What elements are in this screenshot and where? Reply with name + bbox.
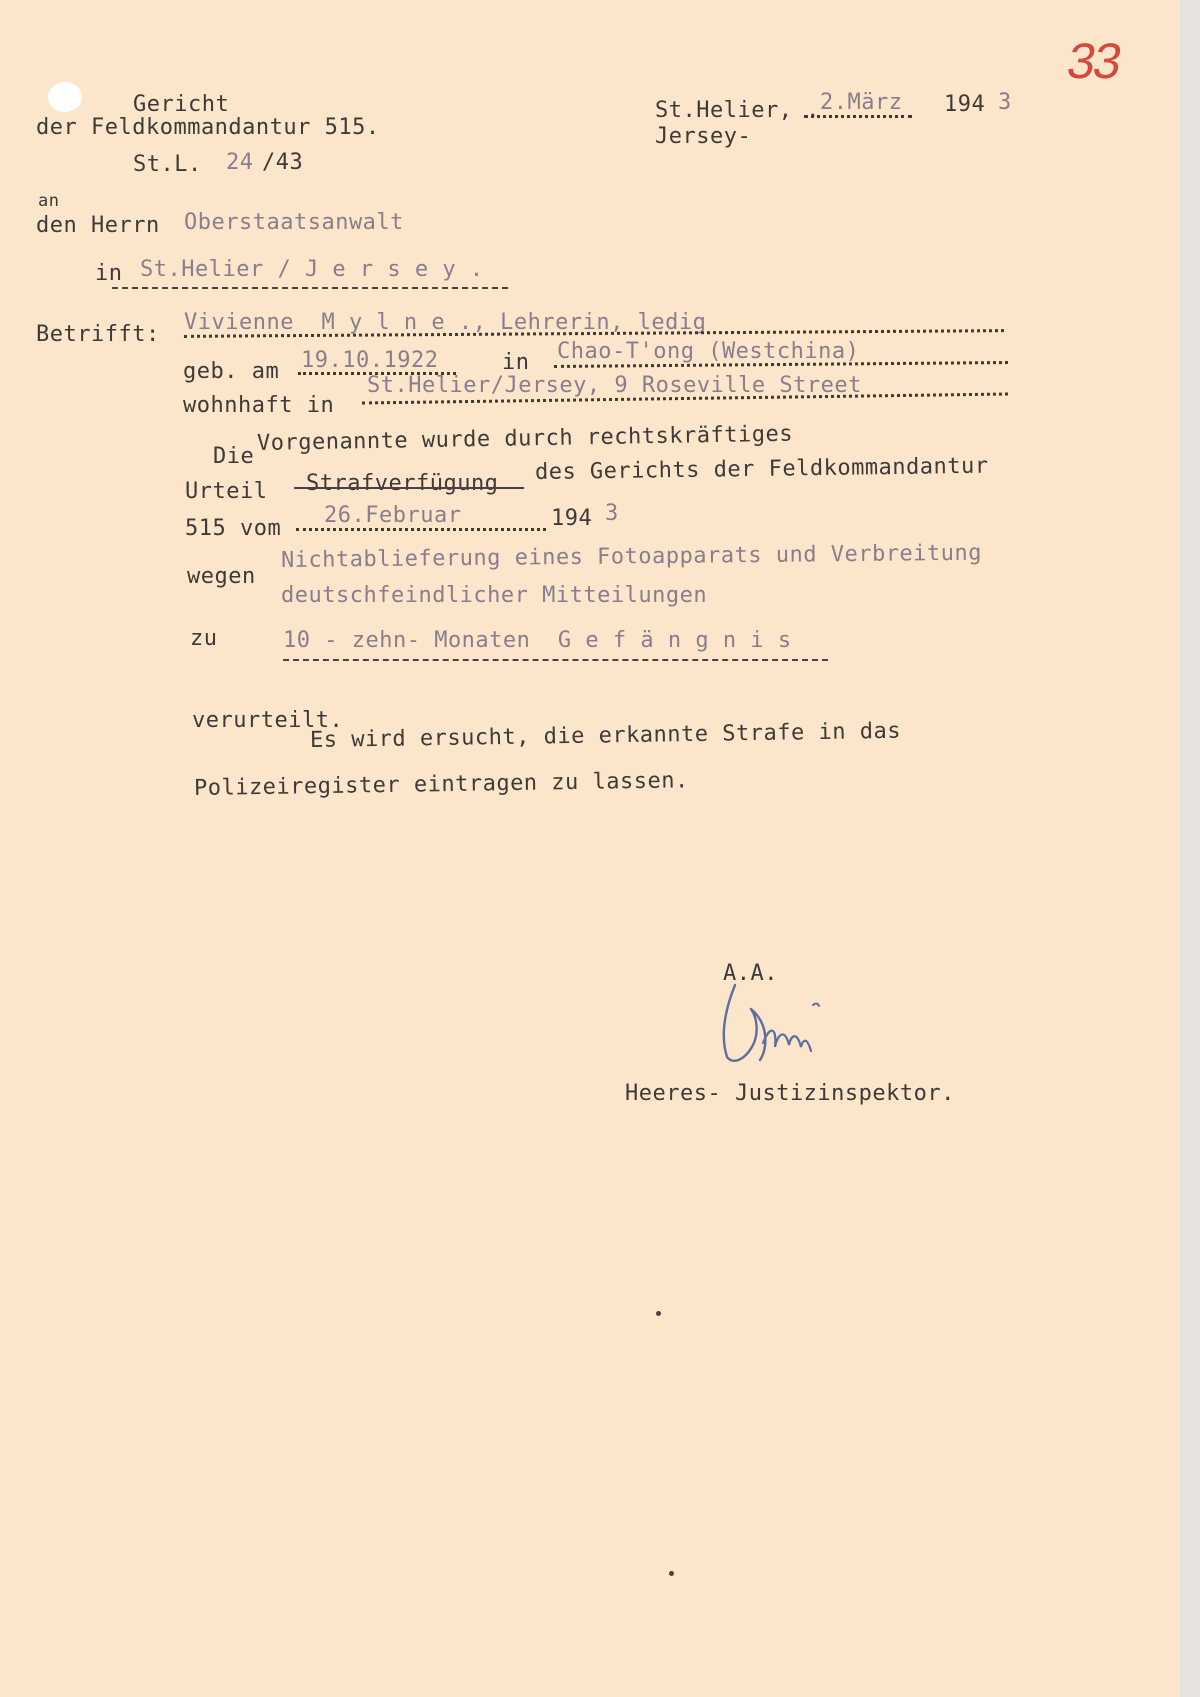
on-behalf-mark: A.A. — [723, 961, 778, 986]
verdict-year-prefix: 194 — [551, 506, 593, 531]
place-label: St.Helier, . — [655, 98, 820, 123]
letter-year-digit: 3 — [998, 90, 1012, 115]
birth-place-label: in — [502, 350, 530, 375]
residence-value: St.Helier/Jersey, 9 Roseville Street — [367, 373, 862, 398]
folio-number: 33 — [1063, 33, 1125, 89]
sentence-value: 10 - zehn- Monaten G e f ä n g n i s — [283, 628, 792, 653]
sentenced-word: verurteilt. — [192, 708, 344, 733]
recipient-underline — [112, 287, 508, 289]
reason-line1: Nichtablieferung eines Fotoapparats und Verbreitung — [280, 540, 983, 573]
reason-label: wegen — [187, 564, 256, 589]
verdict-date: 26.Februar — [324, 503, 462, 528]
verdict-date-label: 515 vom — [185, 516, 282, 541]
body-line2-rest: des Gerichts der Feldkommandantur — [534, 453, 989, 485]
birth-place: Chao-T'ong (Westchina) — [557, 339, 860, 364]
court-unit: der Feldkommandantur 515. — [36, 115, 380, 140]
sentence-label: zu — [190, 626, 218, 651]
reference-number: 24 — [226, 150, 254, 175]
recipient-salutation: den Herrn — [36, 213, 160, 238]
body-line1: Vorgenannte wurde durch rechtskräftiges — [256, 421, 794, 456]
court-name: Gericht — [133, 92, 230, 117]
date-fill-line — [804, 115, 912, 118]
sentence-underline — [283, 659, 828, 661]
birth-label: geb. am — [183, 359, 280, 384]
verdict-date-fill-line — [296, 528, 546, 531]
punch-hole — [48, 82, 82, 112]
reference-prefix: St.L. — [133, 152, 202, 177]
stray-mark — [656, 1311, 661, 1316]
verdict-year-digit: 3 — [605, 501, 619, 526]
recipient-office: Oberstaatsanwalt — [184, 210, 404, 235]
place-line-2: Jersey- — [655, 124, 752, 149]
handwritten-signature — [715, 961, 845, 1075]
recipient-place-label: in — [95, 261, 123, 286]
letter-year-prefix: 194 — [944, 92, 986, 117]
birth-date: 19.10.1922 — [301, 348, 439, 373]
page-edge — [1180, 0, 1200, 1697]
request-line1: Es wird ersucht, die erkannte Strafe in das — [309, 718, 902, 753]
stray-mark — [669, 1571, 674, 1576]
verdict-type: Urteil — [185, 479, 268, 504]
request-line2: Polizeiregister eintragen zu lassen. — [193, 768, 689, 801]
reason-line2: deutschfeindlicher Mitteilungen — [281, 583, 708, 608]
signatory-title: Heeres- Justizinspektor. — [625, 1081, 955, 1106]
strikethrough-line — [294, 487, 524, 489]
recipient-prefix: an — [38, 191, 60, 211]
struck-word: Strafverfügung — [306, 471, 499, 496]
residence-label: wohnhaft in — [183, 393, 335, 418]
subject-name: Vivienne M y l n e ., Lehrerin, ledig — [184, 310, 707, 335]
recipient-place: St.Helier / J e r s e y . — [140, 257, 484, 282]
subject-label: Betrifft: — [36, 322, 160, 347]
reference-suffix: /43 — [262, 150, 304, 175]
letter-date: 2.März — [820, 90, 903, 115]
body-line1-prefix: Die — [213, 444, 255, 469]
